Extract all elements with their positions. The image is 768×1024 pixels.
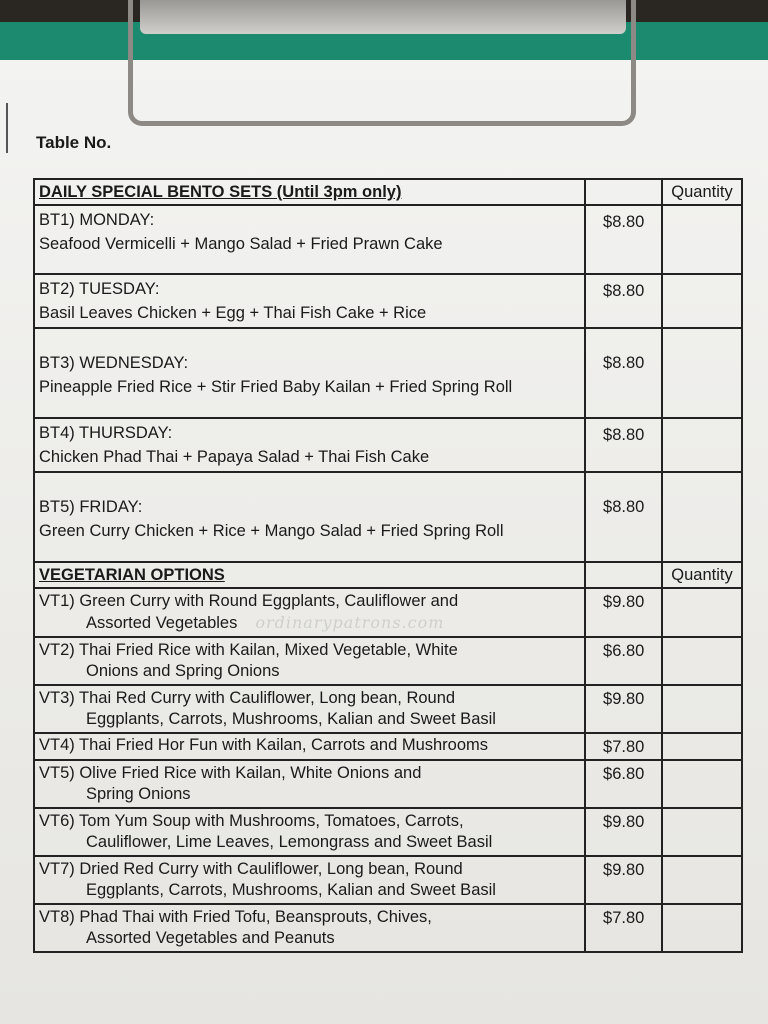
item-price: $9.80 [585,808,662,856]
item-line2-wrap [39,612,580,634]
menu-row [34,733,742,760]
quantity-cell[interactable] [662,856,742,904]
menu-row [34,637,742,685]
quantity-cell[interactable] [662,904,742,952]
item-day: BT4) THURSDAY: [39,424,173,442]
item-price: $7.80 [585,733,662,760]
veg-title: VEGETARIAN OPTIONS [34,562,585,588]
item-line2-wrap [39,709,580,730]
item-price: $8.80 [585,472,662,562]
item-line2-wrap [39,928,580,949]
quantity-cell[interactable] [662,472,742,562]
quantity-cell[interactable] [662,637,742,685]
item-line2: Assorted Vegetables [86,614,238,632]
item-line1: VT6) Tom Yum Soup with Mushrooms, Tomatoes, Carrots, [39,812,464,830]
menu-row [34,274,742,328]
quantity-cell[interactable] [662,808,742,856]
item-line1: VT8) Phad Thai with Fried Tofu, Beansprouts, Chives, [39,908,432,926]
item-line2: Cauliflower, Lime Leaves, Lemongrass and Sweet Basil [86,833,493,851]
quantity-cell[interactable] [662,588,742,637]
item-price: $6.80 [585,760,662,808]
menu-row [34,328,742,418]
menu-row [34,856,742,904]
item-line2-wrap [39,832,580,853]
quantity-header: Quantity [662,179,742,205]
item-line2-wrap [39,661,580,682]
quantity-cell[interactable] [662,760,742,808]
watermark: ordinarypatrons.com [255,613,445,632]
item-line2: Eggplants, Carrots, Mushrooms, Kalian and Sweet Basil [86,710,496,728]
menu-row [34,904,742,952]
item-line1: VT4) Thai Fried Hor Fun with Kailan, Carrots and Mushrooms [39,736,489,754]
item-line2: Eggplants, Carrots, Mushrooms, Kalian and Sweet Basil [86,881,496,899]
menu-row [34,760,742,808]
quantity-cell[interactable] [662,205,742,274]
item-line2-wrap [39,784,580,805]
item-desc: Seafood Vermicelli + Mango Salad + Fried Prawn Cake [39,235,443,253]
item-price: $8.80 [585,205,662,274]
item-price: $6.80 [585,637,662,685]
menu-row [34,418,742,472]
item-line2-wrap [39,880,580,901]
item-price: $8.80 [585,328,662,418]
bento-title: DAILY SPECIAL BENTO SETS (Until 3pm only) [34,179,585,205]
quantity-cell[interactable] [662,733,742,760]
item-desc: Chicken Phad Thai + Papaya Salad + Thai Fish Cake [39,448,430,466]
clipboard-clip [128,0,636,126]
veg-header-row [34,562,742,588]
item-desc: Green Curry Chicken + Rice + Mango Salad + Fried Spring Roll [39,522,504,540]
menu-row [34,808,742,856]
table-no-label: Table No. [36,133,112,152]
item-price: $7.80 [585,904,662,952]
item-line1: VT2) Thai Fried Rice with Kailan, Mixed Vegetable, White [39,641,458,659]
menu-row [34,472,742,562]
item-line1: VT7) Dried Red Curry with Cauliflower, Long bean, Round [39,860,463,878]
menu-row [34,205,742,274]
quantity-cell[interactable] [662,418,742,472]
menu-row [34,588,742,637]
item-line1: VT1) Green Curry with Round Eggplants, Cauliflower and [39,592,459,610]
item-day: BT2) TUESDAY: [39,280,160,298]
item-day: BT5) FRIDAY: [39,498,143,516]
item-day: BT3) WEDNESDAY: [39,354,189,372]
item-price: $9.80 [585,588,662,637]
menu-table [33,178,743,953]
item-price: $9.80 [585,685,662,733]
quantity-header: Quantity [662,562,742,588]
item-line2: Spring Onions [86,785,191,803]
item-line1: VT3) Thai Red Curry with Cauliflower, Long bean, Round [39,689,456,707]
item-line1: VT5) Olive Fried Rice with Kailan, White Onions and [39,764,422,782]
bento-header-row [34,179,742,205]
item-desc: Basil Leaves Chicken + Egg + Thai Fish Cake + Rice [39,304,427,322]
item-line2: Assorted Vegetables and Peanuts [86,929,335,947]
item-desc: Pineapple Fried Rice + Stir Fried Baby Kailan + Fried Spring Roll [39,378,513,396]
quantity-cell[interactable] [662,685,742,733]
item-price: $8.80 [585,274,662,328]
item-price: $8.80 [585,418,662,472]
item-price: $9.80 [585,856,662,904]
item-day: BT1) MONDAY: [39,211,155,229]
quantity-cell[interactable] [662,274,742,328]
menu-row [34,685,742,733]
margin-mark [6,103,8,153]
item-line2: Onions and Spring Onions [86,662,280,680]
quantity-cell[interactable] [662,328,742,418]
